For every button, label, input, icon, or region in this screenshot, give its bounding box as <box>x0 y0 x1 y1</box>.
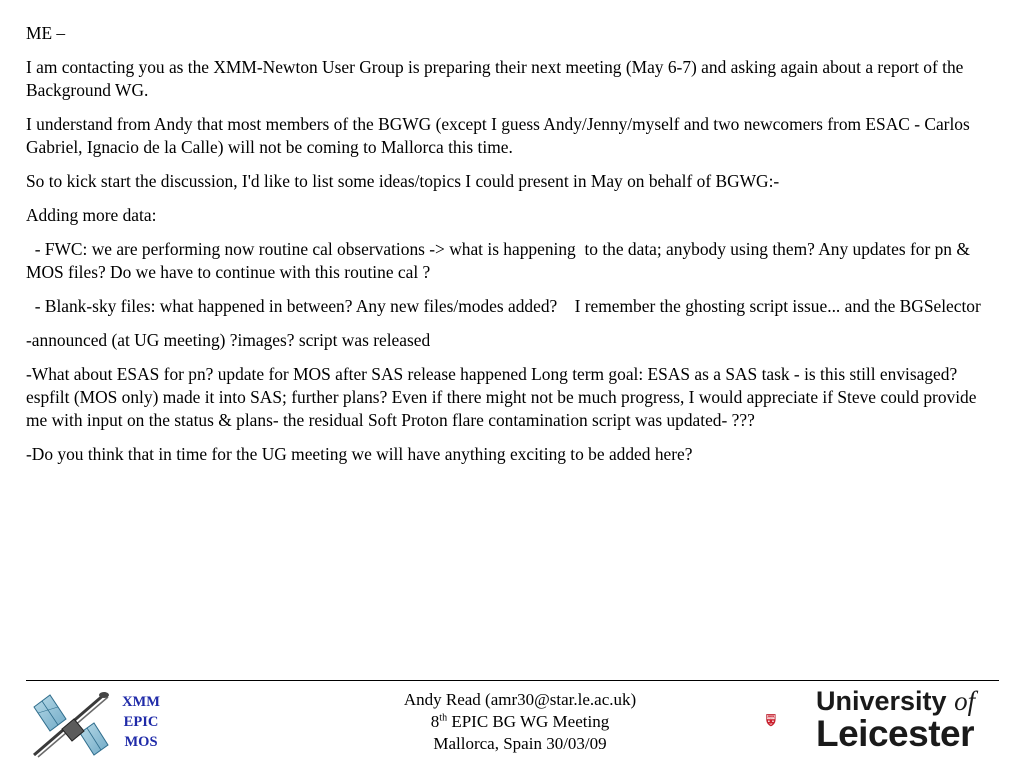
meeting-number: 8 <box>430 712 440 731</box>
paragraph: -What about ESAS for pn? update for MOS after SAS release happened Long term goal: ESAS as a SAS task - is this still envisaged? espfilt (MOS only) made it into SAS; further plans? Even if there might not be much progress, I would appreciate if Steve could provide me with input on the status & plans- the residual Soft Proton flare contamination script was updated- ??? <box>26 364 977 430</box>
paragraph: So to kick start the discussion, I'd like to list some ideas/topics I could present in May on behalf of BGWG:- <box>26 171 780 191</box>
university-crest-icon <box>766 688 814 752</box>
svg-text:UT VITAM: UT VITAM <box>768 716 774 718</box>
paragraph: I understand from Andy that most members of the BGWG (except I guess Andy/Jenny/myself and two newcomers from ESAC - Carlos Gabriel, Ignacio de la Calle) will not be coming to Mallorca this time. <box>26 114 970 157</box>
of-text: of <box>954 686 976 716</box>
paragraph: -announced (at UG meeting) ?images? script was released <box>26 330 431 350</box>
xmm-label-line: MOS <box>124 734 158 750</box>
university-text: University <box>816 686 955 716</box>
paragraph: I am contacting you as the XMM-Newton User Group is preparing their next meeting (May 6-7) and asking again about a report of the Background WG. <box>26 57 964 100</box>
xmm-label-line: EPIC <box>123 714 159 730</box>
paragraph: -Do you think that in time for the UG meeting we will have anything exciting to be added here? <box>26 444 693 464</box>
xmm-epic-mos-label <box>114 692 168 752</box>
paragraph: Adding more data: <box>26 205 157 225</box>
meeting-line <box>340 711 700 733</box>
location-date-line: Mallorca, Spain 30/03/09 <box>433 734 607 753</box>
university-word <box>816 686 975 716</box>
slide-body <box>26 22 1001 477</box>
satellite-icon <box>28 689 114 759</box>
xmm-label-line: XMM <box>122 694 160 710</box>
paragraph: ME – <box>26 23 66 43</box>
leicester-text: Leicester <box>816 713 974 754</box>
footer-divider <box>26 680 999 681</box>
paragraph: - Blank-sky files: what happened in between? Any new files/modes added? I remember the ghosting script issue... and the BGSelector <box>26 296 981 316</box>
svg-text:HABEANT: HABEANT <box>768 718 774 720</box>
author-line: Andy Read (amr30@star.le.ac.uk) <box>403 690 637 709</box>
meeting-name: EPIC BG WG Meeting <box>447 712 610 731</box>
footer-credits <box>340 689 700 755</box>
meeting-number-suffix: th <box>439 712 448 724</box>
university-wordmark <box>816 686 975 752</box>
paragraph: - FWC: we are performing now routine cal observations -> what is happening to the data; anybody using them? Any updates for pn & MOS files? Do we have to continue with this routine cal ? <box>26 239 975 282</box>
